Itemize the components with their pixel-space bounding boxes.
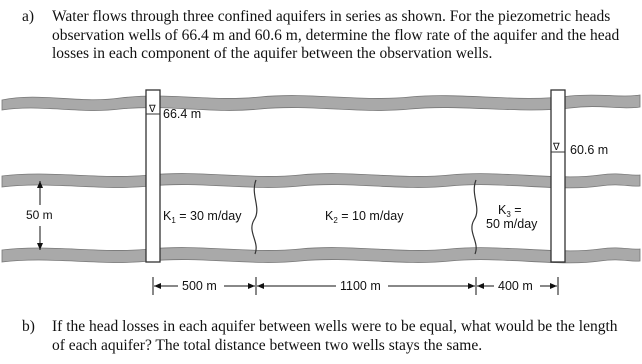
question-a-text: Water flows through three confined aquifers in series as shown. For the piezometric heads observation wells of 66.4 m and 60.6 m, determine the flow rate of the aquifer and the head losses in each component of the aquifer between the observation wells.	[52, 8, 620, 62]
right-observation-well	[551, 90, 565, 262]
length-400-label: 400 m	[498, 279, 533, 293]
aquifer-top-boundary	[2, 174, 640, 188]
boundary-k2-k3	[472, 180, 477, 254]
right-well-head-label: 60.6 m	[570, 143, 609, 157]
question-b-text: If the head losses in each aquifer between wells were to be equal, what would be the length of each aquifer? The total distance between two wells stays the same.	[52, 318, 618, 354]
boundary-k1-k2	[252, 180, 257, 254]
left-water-table-icon: ∇	[149, 104, 156, 115]
thickness-label: 50 m	[26, 208, 53, 222]
left-well-head-label: 66.4 m	[163, 107, 202, 121]
k3-label-line2: 50 m/day	[486, 217, 538, 231]
k2-label: $K_2 = 10$ m/day	[325, 209, 404, 225]
length-500-label: 500 m	[182, 279, 217, 293]
aquifer-diagram	[0, 80, 642, 312]
top-confining-layer	[2, 95, 640, 110]
k1-label: $K_1 = 30$ m/day	[163, 209, 242, 225]
length-1100-label: 1100 m	[340, 279, 381, 293]
aquifer-bottom-boundary	[2, 248, 640, 263]
right-water-table-icon: ∇	[553, 142, 560, 153]
k3-label-line1: $K_3$ =	[498, 203, 522, 219]
question-b-label: b)	[22, 318, 35, 335]
question-a-label: a)	[22, 8, 35, 25]
left-observation-well	[146, 90, 160, 262]
